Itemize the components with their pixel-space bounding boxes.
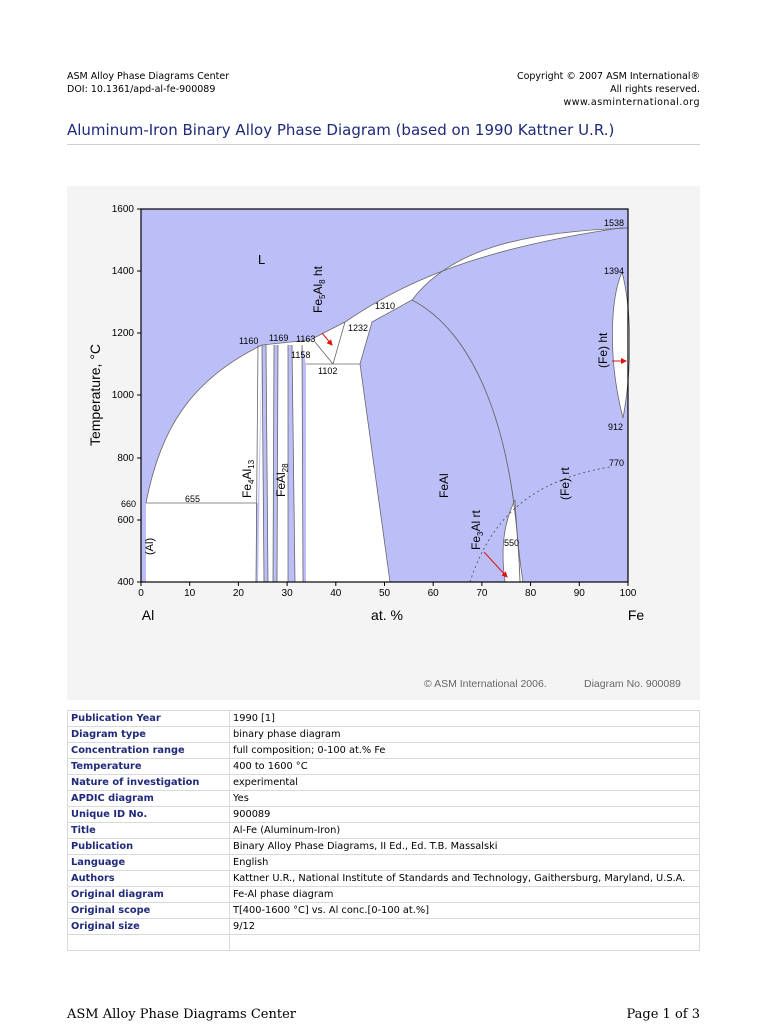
table-key: Original size <box>68 919 230 935</box>
table-key: Language <box>68 855 230 871</box>
x-tick-50: 50 <box>378 588 391 599</box>
x-tick-60: 60 <box>427 588 439 599</box>
y-tick-1200: 1200 <box>111 328 134 339</box>
table-key: Authors <box>68 871 230 887</box>
temp-660: 660 <box>121 499 137 509</box>
temp-912: 912 <box>608 422 624 432</box>
x-tick-90: 90 <box>573 588 585 599</box>
table-key: APDIC diagram <box>68 791 230 807</box>
footer-page-number: Page 1 of 3 <box>626 1007 700 1022</box>
table-value: 1990 [1] <box>230 711 700 727</box>
left-element-label: Al <box>141 607 155 623</box>
table-key: Nature of investigation <box>68 775 230 791</box>
y-tick-400: 400 <box>117 577 134 588</box>
center-name: ASM Alloy Phase Diagrams Center <box>67 71 230 82</box>
table-row <box>68 887 700 903</box>
table-row <box>68 775 700 791</box>
table-key <box>68 935 230 951</box>
temp-1310: 1310 <box>375 301 396 311</box>
copyright: Copyright © 2007 ASM International® <box>516 71 700 82</box>
table-row <box>68 759 700 775</box>
table-value: full composition; 0-100 at.% Fe <box>230 743 700 759</box>
table-row <box>68 855 700 871</box>
temp-1538: 1538 <box>604 218 625 228</box>
footer-left: ASM Alloy Phase Diagrams Center <box>67 1007 297 1022</box>
region-below-655 <box>146 503 256 582</box>
phase-feal: FeAl <box>437 473 451 498</box>
right-element-label: Fe <box>627 607 645 623</box>
x-tick-100: 100 <box>619 588 637 599</box>
temp-770: 770 <box>609 458 625 468</box>
phase-fe-rt: (Fe) rt <box>558 467 572 500</box>
title-divider <box>67 144 700 145</box>
metadata-table <box>67 710 700 951</box>
doi: DOI: 10.1361/apd-al-fe-900089 <box>67 84 216 95</box>
table-key: Title <box>68 823 230 839</box>
temp-1160: 1160 <box>239 336 259 346</box>
temp-1394: 1394 <box>604 266 625 276</box>
table-value: 400 to 1600 °C <box>230 759 700 775</box>
y-tick-600: 600 <box>117 515 134 526</box>
table-row <box>68 871 700 887</box>
temp-1169: 1169 <box>269 333 289 343</box>
table-key: Temperature <box>68 759 230 775</box>
phase-al: (Al) <box>144 537 156 555</box>
table-row <box>68 823 700 839</box>
table-row <box>68 807 700 823</box>
x-tick-80: 80 <box>525 588 537 599</box>
y-axis-label: Temperature, °C <box>87 343 103 447</box>
temp-1163: 1163 <box>296 334 316 344</box>
diagram-number: Diagram No. 900089 <box>584 678 681 690</box>
table-value: Binary Alloy Phase Diagrams, II Ed., Ed. T.B. Massalski <box>230 839 700 855</box>
table-key: Publication <box>68 839 230 855</box>
y-tick-1000: 1000 <box>111 390 134 401</box>
table-value: binary phase diagram <box>230 727 700 743</box>
x-tick-10: 10 <box>184 588 196 599</box>
table-row <box>68 727 700 743</box>
table-row <box>68 935 700 951</box>
page-title: Aluminum-Iron Binary Alloy Phase Diagram (based on 1990 Kattner U.R.) <box>67 121 615 139</box>
website-link[interactable]: www.asminternational.org <box>563 97 700 108</box>
table-value: 900089 <box>230 807 700 823</box>
y-tick-1600: 1600 <box>111 204 134 215</box>
table-key: Original scope <box>68 903 230 919</box>
table-row <box>68 839 700 855</box>
header-right <box>517 70 700 109</box>
header-left <box>67 70 229 96</box>
phase-fe5al8-ht: $Fe_5Al_8$ ht <box>311 266 327 313</box>
table-row <box>68 919 700 935</box>
diagram-credit: © ASM International 2006. <box>424 678 547 690</box>
table-value: 9/12 <box>230 919 700 935</box>
table-key: Original diagram <box>68 887 230 903</box>
table-value: experimental <box>230 775 700 791</box>
table-value: English <box>230 855 700 871</box>
table-key: Concentration range <box>68 743 230 759</box>
x-tick-0: 0 <box>138 588 144 599</box>
table-value: Fe-Al phase diagram <box>230 887 700 903</box>
table-row <box>68 903 700 919</box>
table-row <box>68 743 700 759</box>
table-key: Diagram type <box>68 727 230 743</box>
y-tick-800: 800 <box>117 453 134 464</box>
table-value: Yes <box>230 791 700 807</box>
temp-1158: 1158 <box>291 350 311 360</box>
temp-1232: 1232 <box>348 323 369 333</box>
phase-diagram <box>67 186 700 700</box>
table-value: T[400-1600 °C] vs. Al conc.[0-100 at.%] <box>230 903 700 919</box>
table-row <box>68 711 700 727</box>
phase-fe3al-rt: $Fe_3Al$ rt <box>469 510 485 550</box>
phase-liquid: L <box>258 252 266 267</box>
temp-1102: 1102 <box>318 366 338 376</box>
table-row <box>68 791 700 807</box>
temp-550: 550 <box>504 538 520 548</box>
table-value: Kattner U.R., National Institute of Standards and Technology, Gaithersburg, Maryland, U.S.A. <box>230 871 700 887</box>
x-tick-40: 40 <box>330 588 342 599</box>
phase-feal2: FeAl$_{28}$ <box>274 463 290 497</box>
table-value <box>230 935 700 951</box>
temp-655: 655 <box>185 494 201 504</box>
phase-fe-ht: (Fe) ht <box>596 332 610 368</box>
x-axis-label: at. % <box>371 607 403 623</box>
table-value: Al-Fe (Aluminum-Iron) <box>230 823 700 839</box>
table-key: Unique ID No. <box>68 807 230 823</box>
table-key: Publication Year <box>68 711 230 727</box>
y-tick-1400: 1400 <box>111 266 134 277</box>
phase-fe4al13: $Fe_4Al_{13}$ <box>240 459 256 498</box>
rights: All rights reserved. <box>610 84 700 95</box>
x-tick-20: 20 <box>232 588 244 599</box>
x-tick-70: 70 <box>476 588 488 599</box>
x-tick-30: 30 <box>281 588 293 599</box>
